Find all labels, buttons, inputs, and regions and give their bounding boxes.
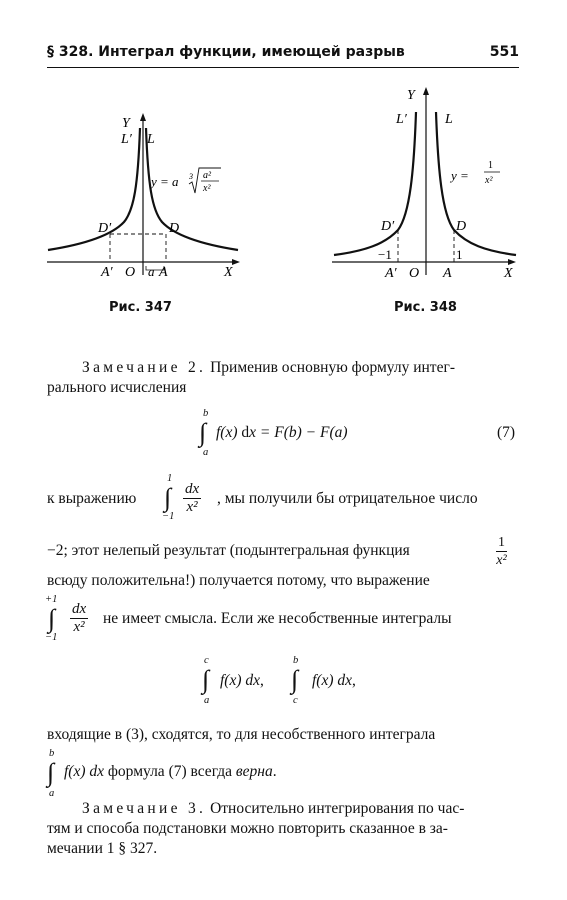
origin-label: O [409, 266, 420, 281]
figure-348 [325, 80, 525, 285]
curve-right-label: L [147, 132, 155, 147]
curve-right [146, 128, 238, 250]
line3-integral: 1 ∫ −1 [162, 473, 175, 522]
line3-fraction: $\frac{dx}{\text{x²}}$ [185, 481, 200, 515]
line6-integral: +1 ∫ −1 [45, 594, 58, 643]
pair-integral-2: b ∫ c [291, 655, 299, 706]
formula7-body: f(x) dx = F(b) − F(a) [216, 424, 348, 441]
figure-347-caption: Рис. 347 [109, 300, 172, 315]
page-number: 551 [489, 44, 519, 60]
header-rule [47, 67, 519, 68]
tick-a-prime-label: A′ [101, 265, 113, 280]
curve-right [436, 112, 516, 255]
remark3-line1: Замечание 3. Относительно интегрирования по час- [82, 800, 465, 817]
remark2-line3-pre: к выражению [47, 490, 137, 507]
x-axis-arrow [232, 259, 240, 265]
curve-right-label: L [445, 112, 453, 127]
tick-minus-one-label: −1 [378, 247, 392, 262]
curve-left-label: L′ [396, 112, 407, 127]
remark2-line3-post: , мы получили бы отрицательное число [217, 490, 478, 507]
remark2-line1: Замечание 2. Применив основную формулу интег- [82, 359, 455, 376]
line4-fraction: $\frac{1}{\text{x²}}$ [496, 535, 507, 568]
y-axis-arrow [140, 113, 146, 121]
x-axis-label: X [504, 266, 513, 281]
line6-fraction: $\frac{dx}{\text{x²}}$ [72, 601, 87, 635]
origin-label: O [125, 265, 136, 280]
tick-one-label: 1 [456, 247, 463, 262]
y-axis-label: Y [407, 88, 415, 103]
x-axis-label: X [224, 265, 233, 280]
remark2-line7: входящие в (3), сходятся, то для несобственного интеграла [47, 726, 436, 743]
remark2-line6: не имеет смысла. Если же несобственные интегралы [103, 610, 452, 627]
tick-a-prime-label: A′ [385, 266, 397, 281]
remark2-line5: всюду положительна!) получается потому, что выражение [47, 572, 430, 589]
tick-a-label: A [443, 266, 452, 281]
remark2-line2: рального исчисления [47, 379, 187, 396]
pair-integrand-1: f(x) dx, [220, 672, 264, 689]
point-d-prime-label: D′ [381, 219, 395, 234]
line8-integral: b ∫ a [47, 748, 55, 799]
remark2-line8: f(x) dx формула (7) всегда верна. [64, 763, 277, 780]
remark3-line2: тям и способа подстановки можно повторить сказанное в за- [47, 820, 448, 837]
point-d-label: D [169, 221, 180, 236]
formula-num: a² [203, 170, 211, 181]
formula7-integral: b ∫ a [199, 408, 209, 458]
figure-347 [40, 105, 250, 285]
pair-integrand-2: f(x) dx, [312, 672, 356, 689]
point-d-prime-label: D′ [98, 221, 112, 236]
formula-root-index: 3 [189, 172, 193, 181]
formula7-number: (7) [497, 424, 516, 441]
pair-integral-1: c ∫ a [202, 655, 210, 706]
formula-num: 1 [488, 160, 493, 171]
formula-den: x² [485, 175, 493, 186]
tick-a-label: A [159, 265, 168, 280]
formula-den: x² [203, 183, 211, 194]
curve-left-label: L′ [121, 132, 132, 147]
remark3-line3: мечании 1 § 327. [47, 840, 158, 857]
formula-lhs: y = [451, 168, 469, 183]
remark2-line4: −2; этот нелепый результат (подынтегральная функция [47, 542, 410, 559]
running-header [47, 44, 519, 66]
remark3-heading: Замечание 3. [82, 800, 207, 817]
x-axis-arrow [508, 259, 516, 265]
formula-lhs: y = a [151, 174, 179, 189]
y-axis-label: Y [122, 116, 130, 131]
point-d-label: D [456, 219, 467, 234]
curve-left [334, 112, 416, 255]
section-title: § 328. Интеграл функции, имеющей разрыв [47, 44, 405, 60]
y-axis-arrow [423, 87, 429, 95]
half-width-label: a [148, 264, 155, 279]
figure-348-caption: Рис. 348 [394, 300, 457, 315]
remark2-heading: Замечание 2. [82, 359, 207, 376]
